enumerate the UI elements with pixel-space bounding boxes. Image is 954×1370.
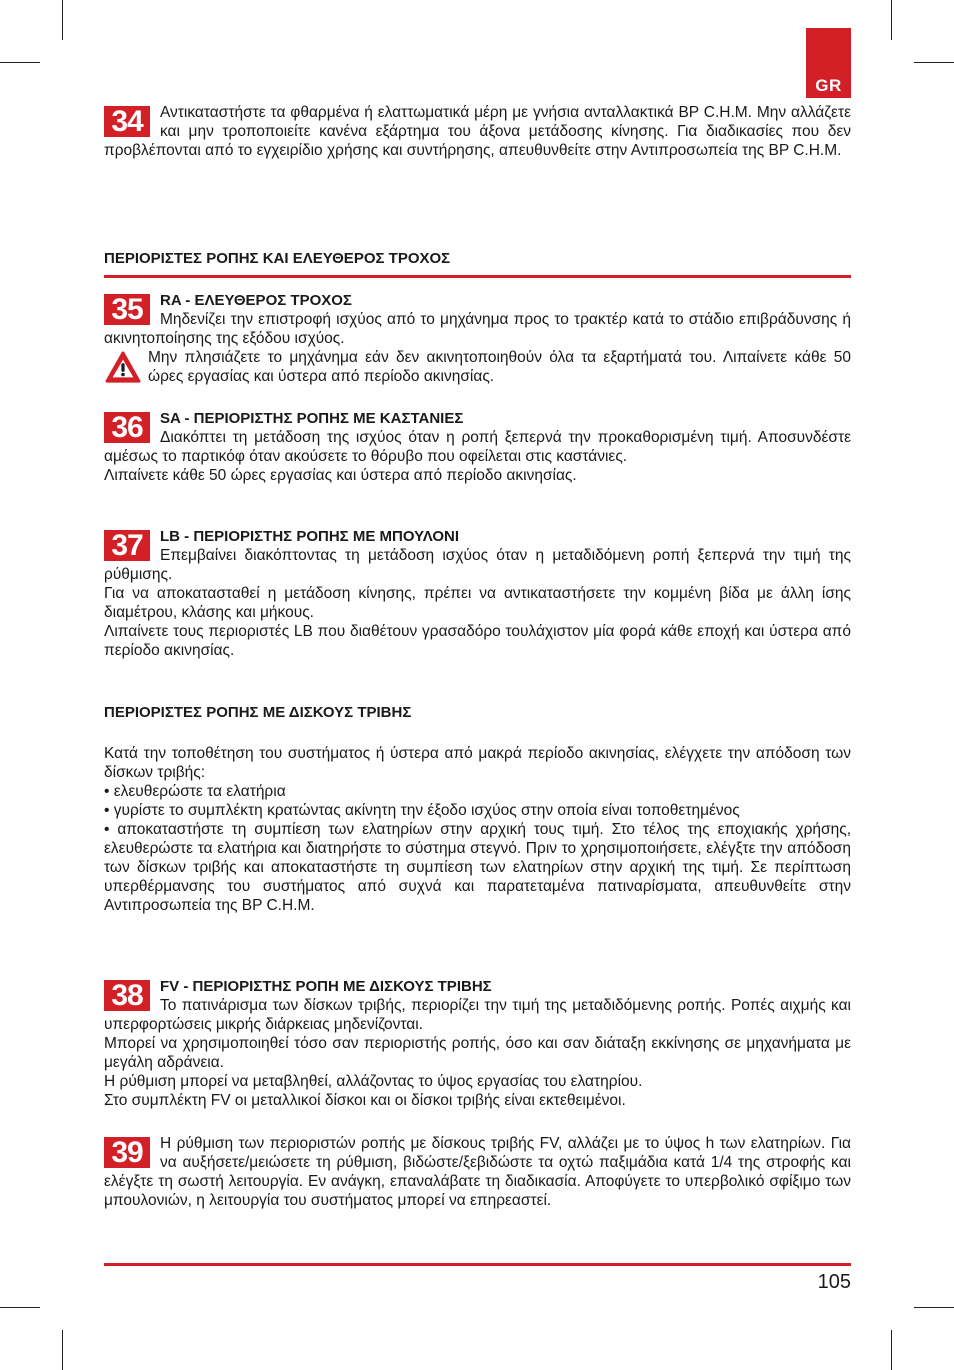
item-38-text-3: Η ρύθμιση μπορεί να μεταβληθεί, αλλάζοντας το ύψος εργασίας του ελατηρίου.	[104, 1073, 643, 1090]
item-36-title: SA - ΠΕΡΙΟΡΙΣΤΗΣ ΡΟΠΗΣ ΜΕ ΚΑΣΤΑΝΙΕΣ	[160, 410, 464, 427]
crop-mark	[62, 0, 63, 40]
crop-mark	[62, 1330, 63, 1370]
crop-mark	[891, 0, 892, 40]
crop-mark	[891, 1330, 892, 1370]
item-37-text-3: Λιπαίνετε τους περιοριστές LB που διαθέτουν γρασαδόρο τουλάχιστον μία φορά κάθε εποχή και ύστερα από περίοδο ακινησίας.	[104, 623, 851, 659]
bullet-item: • γυρίστε το συμπλέκτη κρατώντας ακίνητη την έξοδο ισχύος στην οποία είναι τοποθετημένος	[104, 802, 740, 819]
crop-mark	[914, 62, 954, 63]
step-number-badge: 34	[104, 106, 150, 137]
item-38-text-2: Μπορεί να χρησιμοποιηθεί τόσο σαν περιοριστής ροπής, όσο και σαν διάταξη εκκίνησης σε μηχανήματα με μεγάλη αδράνεια.	[104, 1035, 851, 1071]
item-36	[104, 409, 851, 485]
footer-divider	[104, 1263, 851, 1266]
crop-mark	[914, 1307, 954, 1308]
item-37-title: LB - ΠΕΡΙΟΡΙΣΤΗΣ ΡΟΠΗΣ ΜΕ ΜΠΟΥΛΟΝΙ	[160, 528, 460, 545]
step-number-badge: 36	[104, 412, 150, 443]
item-38-title: FV - ΠΕΡΙΟΡΙΣΤΗΣ ΡΟΠΗ ΜΕ ΔΙΣΚΟΥΣ ΤΡΙΒΗΣ	[160, 978, 492, 995]
item-37	[104, 527, 851, 660]
item-38-text-4: Στο συμπλέκτη FV οι μεταλλικοί δίσκοι και οι δίσκοι τριβής είναι εκτεθειμένοι.	[104, 1092, 626, 1109]
warning-triangle-icon	[104, 350, 142, 384]
warning-note	[104, 348, 851, 386]
item-39-text: Η ρύθμιση των περιοριστών ροπής με δίσκους τριβής FV, αλλάζει με το ύψος h των ελατηρίων. Για να αυξήσετε/μειώσετε τη ρύθμιση, βιδώστε/ξεβιδώστε τα οχτώ παξιμάδια κατά 1/4 της στροφής και ελέγξτε τη σωστή λειτουργία. Εν ανάγκη, επαναλάβατε τη διαδικασία. Αποφύγετε το υπερβολικό σφίξιμο των μπουλονιών, η λειτουργία του συστήματος μπορεί να επηρεαστεί.	[104, 1135, 851, 1209]
friction-discs-intro	[104, 744, 851, 915]
item-39	[104, 1134, 851, 1210]
item-35	[104, 291, 851, 386]
bullet-item: • ελευθερώστε τα ελατήρια	[104, 783, 286, 800]
item-35-text: Μηδενίζει την επιστροφή ισχύος από το μηχάνημα προς το τρακτέρ κατά το στάδιο επιβράδυνσης ή ακινητοποίησης της εξόδου ισχύος.	[104, 311, 851, 347]
item-36-text-1: Διακόπτει τη μετάδοση της ισχύος όταν η ροπή ξεπερνά την προκαθορισμένη τιμή. Αποσυνδέστε αμέσως το παρτικόφ όταν ακούσετε το θόρυβο που οφείλεται στις καστάνιες.	[104, 429, 851, 465]
page-number: 105	[817, 1271, 851, 1293]
section-title-friction-discs: ΠΕΡΙΟΡΙΣΤΕΣ ΡΟΠΗΣ ΜΕ ΔΙΣΚΟΥΣ ΤΡΙΒΗΣ	[104, 704, 412, 721]
step-number-badge: 39	[104, 1137, 150, 1168]
item-37-text-2: Για να αποκατασταθεί η μετάδοση κίνησης, πρέπει να αντικαταστήσετε την κομμένη βίδα με άλλη ίσης διαμέτρου, κλάσης και μήκους.	[104, 585, 851, 621]
bullet-item: • αποκαταστήστε τη συμπίεση των ελατηρίων στην αρχική τους τιμή. Στο τέλος της εποχιακής χρήσης, ελευθερώστε τα ελατήρια και διατηρήστε το σύστημα στεγνό. Πριν το χρησιμοποιήσετε, ελέγξτε την απόδοση των δίσκων τριβής και αποκαταστήστε τη συμπίεση των ελατηρίων στην αρχική της τιμή. Σε περίπτωση υπερθέρμανσης του συστήματος από συχνά και παρατεταμένα πατιναρίσματα, απευθυνθείτε στην Αντιπροσωπεία της BP C.H.M.	[104, 821, 851, 914]
step-number-badge: 35	[104, 294, 150, 325]
item-35-warning: Μην πλησιάζετε το μηχάνημα εάν δεν ακινητοποιηθούν όλα τα εξαρτήματά του. Λιπαίνετε κάθε 50 ώρες εργασίας και ύστερα από περίοδο ακινησίας.	[148, 349, 851, 385]
item-34	[104, 103, 851, 160]
item-38-text-1: Το πατινάρισμα των δίσκων τριβής, περιορίζει την τιμή της μεταδιδόμενης ροπής. Ροπές αιχμής και υπερφορτώσεις μικρής διάρκειας μηδενίζονται.	[104, 997, 851, 1033]
step-number-badge: 37	[104, 530, 150, 561]
crop-mark	[0, 62, 40, 63]
item-36-text-2: Λιπαίνετε κάθε 50 ώρες εργασίας και ύστερα από περίοδο ακινησίας.	[104, 467, 577, 484]
item-34-text: Αντικαταστήστε τα φθαρμένα ή ελαττωματικά μέρη με γνήσια ανταλλακτικά BP C.H.M. Μην αλλάζετε και μην τροποποιείτε κανένα εξάρτημα του άξονα μετάδοσης κίνησης. Για διαδικασίες που δεν προβλέπονται από το εγχειρίδιο χρήσης και συντήρησης, απευθυνθείτε στην Αντιπροσωπεία της BP C.H.M.	[104, 104, 851, 159]
item-38	[104, 977, 851, 1110]
crop-mark	[0, 1307, 40, 1308]
section-title-torque-freewheel: ΠΕΡΙΟΡΙΣΤΕΣ ΡΟΠΗΣ ΚΑΙ ΕΛΕΥΘΕΡΟΣ ΤΡΟΧΟΣ	[104, 249, 851, 278]
language-tab: GR	[806, 28, 851, 98]
item-37-text-1: Επεμβαίνει διακόπτοντας τη μετάδοση ισχύος όταν η μεταδιδόμενη ροπή ξεπερνά την τιμή της ρύθμισης.	[104, 547, 851, 583]
step-number-badge: 38	[104, 980, 150, 1011]
item-35-title: RA - ΕΛΕΥΘΕΡΟΣ ΤΡΟΧΟΣ	[160, 292, 352, 309]
section-2-intro: Κατά την τοποθέτηση του συστήματος ή ύστερα από μακρά περίοδο ακινησίας, ελέγχετε την απόδοση των δίσκων τριβής:	[104, 745, 851, 781]
